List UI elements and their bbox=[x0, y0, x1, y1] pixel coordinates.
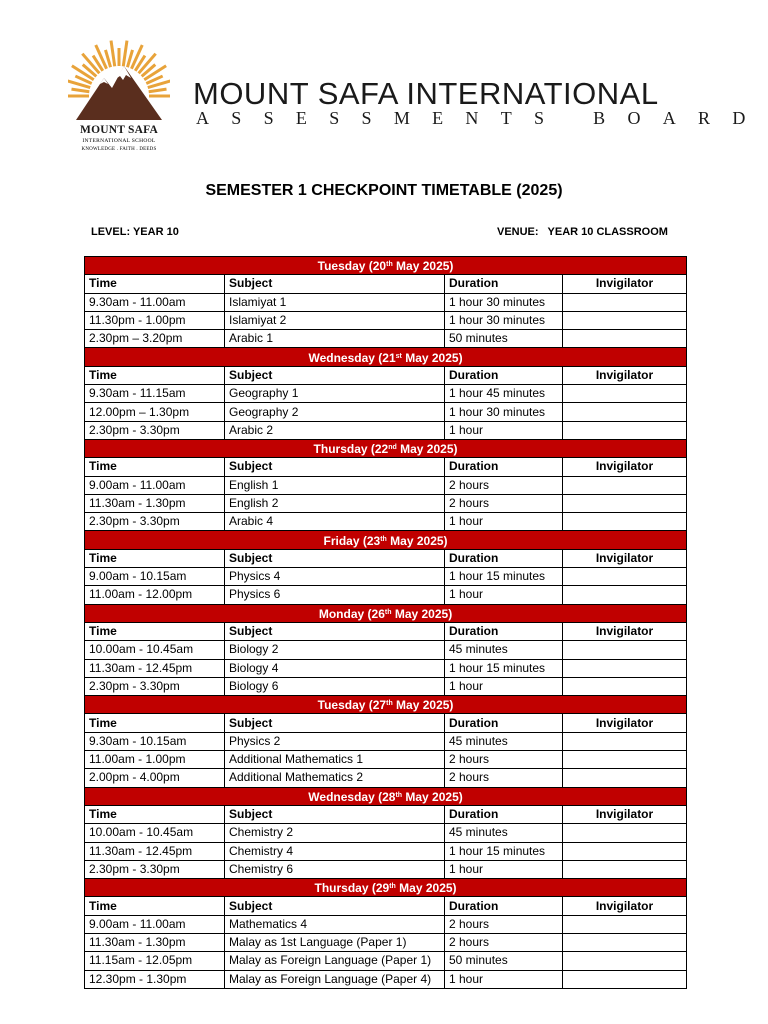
duration-cell: 2 hours bbox=[445, 751, 563, 769]
sun-ray bbox=[96, 45, 107, 69]
subject-cell: Physics 4 bbox=[225, 568, 445, 586]
page-title: SEMESTER 1 CHECKPOINT TIMETABLE (2025) bbox=[205, 182, 563, 199]
column-header-duration: Duration bbox=[445, 805, 563, 823]
invigilator-cell bbox=[563, 769, 687, 787]
duration-cell: 1 hour 30 minutes bbox=[445, 403, 563, 421]
day-month-year: May 2025) bbox=[392, 698, 454, 713]
column-header-row bbox=[85, 805, 687, 823]
duration-cell: 2 hours bbox=[445, 769, 563, 787]
day-ordinal-suffix: th bbox=[380, 535, 387, 543]
day-label: Wednesday (28 bbox=[308, 789, 396, 804]
invigilator-cell bbox=[563, 659, 687, 677]
table-row bbox=[85, 330, 687, 348]
logo-school-subtitle: INTERNATIONAL SCHOOL bbox=[82, 138, 156, 144]
table-row bbox=[85, 860, 687, 878]
time-cell: 9.00am - 11.00am bbox=[85, 476, 225, 494]
subject-cell: Physics 2 bbox=[225, 732, 445, 750]
day-label: Friday (23 bbox=[323, 533, 381, 548]
subject-cell: Arabic 2 bbox=[225, 421, 445, 439]
time-cell: 9.00am - 11.00am bbox=[85, 915, 225, 933]
table-row bbox=[85, 677, 687, 695]
day-header-cell bbox=[85, 696, 687, 714]
time-cell: 10.00am - 10.45am bbox=[85, 641, 225, 659]
day-month-year: May 2025) bbox=[401, 350, 463, 365]
column-header-subject: Subject bbox=[225, 458, 445, 476]
duration-cell: 2 hours bbox=[445, 476, 563, 494]
sun-ray bbox=[71, 89, 89, 92]
time-cell: 2.00pm - 4.00pm bbox=[85, 769, 225, 787]
time-cell: 11.30am - 1.30pm bbox=[85, 933, 225, 951]
level-label: LEVEL: YEAR 10 bbox=[91, 226, 179, 238]
day-header-cell bbox=[85, 257, 687, 275]
duration-cell: 1 hour bbox=[445, 970, 563, 988]
duration-cell: 1 hour bbox=[445, 860, 563, 878]
invigilator-cell bbox=[563, 586, 687, 604]
table-row bbox=[85, 641, 687, 659]
day-ordinal-suffix: th bbox=[389, 883, 396, 891]
day-month-year: May 2025) bbox=[402, 789, 463, 804]
subject-cell: Biology 6 bbox=[225, 677, 445, 695]
time-cell: 2.30pm - 3.30pm bbox=[85, 677, 225, 695]
day-ordinal-suffix: nd bbox=[388, 444, 397, 452]
duration-cell: 1 hour 45 minutes bbox=[445, 385, 563, 403]
invigilator-cell bbox=[563, 403, 687, 421]
time-cell: 2.30pm - 3.30pm bbox=[85, 421, 225, 439]
table-row bbox=[85, 751, 687, 769]
table-row bbox=[85, 385, 687, 403]
subject-cell: Malay as Foreign Language (Paper 4) bbox=[225, 970, 445, 988]
table-row bbox=[85, 915, 687, 933]
column-header-invigilator: Invigilator bbox=[563, 714, 687, 732]
subject-cell: Additional Mathematics 1 bbox=[225, 751, 445, 769]
column-header-duration: Duration bbox=[445, 275, 563, 293]
time-cell: 11.30am - 12.45pm bbox=[85, 842, 225, 860]
table-row bbox=[85, 293, 687, 311]
table-row bbox=[85, 586, 687, 604]
table-row bbox=[85, 568, 687, 586]
day-ordinal-suffix: th bbox=[386, 261, 393, 269]
invigilator-cell bbox=[563, 751, 687, 769]
table-row bbox=[85, 952, 687, 970]
day-header-row bbox=[85, 604, 687, 622]
day-ordinal-suffix: th bbox=[386, 700, 393, 708]
day-label: Tuesday (27 bbox=[317, 698, 387, 713]
invigilator-cell bbox=[563, 677, 687, 695]
table-row bbox=[85, 421, 687, 439]
invigilator-cell bbox=[563, 860, 687, 878]
day-label: Tuesday (20 bbox=[317, 259, 387, 274]
duration-cell: 2 hours bbox=[445, 915, 563, 933]
column-header-time: Time bbox=[85, 897, 225, 915]
subject-cell: Arabic 4 bbox=[225, 513, 445, 531]
time-cell: 9.00am - 10.15am bbox=[85, 568, 225, 586]
time-cell: 11.15am - 12.05pm bbox=[85, 952, 225, 970]
time-cell: 2.30pm - 3.30pm bbox=[85, 513, 225, 531]
duration-cell: 1 hour bbox=[445, 677, 563, 695]
column-header-duration: Duration bbox=[445, 897, 563, 915]
day-header-row bbox=[85, 879, 687, 897]
day-header-row bbox=[85, 696, 687, 714]
column-header-duration: Duration bbox=[445, 714, 563, 732]
time-cell: 9.30am - 11.00am bbox=[85, 293, 225, 311]
subject-cell: Arabic 1 bbox=[225, 330, 445, 348]
day-header-cell bbox=[85, 879, 687, 897]
column-header-invigilator: Invigilator bbox=[563, 458, 687, 476]
table-row bbox=[85, 842, 687, 860]
day-month-year: May 2025) bbox=[395, 881, 457, 896]
subject-cell: Malay as Foreign Language (Paper 1) bbox=[225, 952, 445, 970]
subject-cell: Geography 1 bbox=[225, 385, 445, 403]
invigilator-cell bbox=[563, 641, 687, 659]
timetable bbox=[84, 256, 687, 989]
table-row bbox=[85, 732, 687, 750]
day-label: Monday (26 bbox=[318, 606, 385, 621]
day-header-row bbox=[85, 531, 687, 549]
time-cell: 9.30am - 10.15am bbox=[85, 732, 225, 750]
time-cell: 11.00am - 1.00pm bbox=[85, 751, 225, 769]
invigilator-cell bbox=[563, 824, 687, 842]
day-header-row bbox=[85, 257, 687, 275]
sun-ray bbox=[111, 41, 115, 67]
time-cell: 9.30am - 11.15am bbox=[85, 385, 225, 403]
duration-cell: 2 hours bbox=[445, 494, 563, 512]
column-header-duration: Duration bbox=[445, 549, 563, 567]
board-name: MOUNT SAFA INTERNATIONAL bbox=[193, 76, 659, 111]
column-header-row bbox=[85, 549, 687, 567]
column-header-row bbox=[85, 275, 687, 293]
column-header-duration: Duration bbox=[445, 622, 563, 640]
subject-cell: Islamiyat 2 bbox=[225, 311, 445, 329]
invigilator-cell bbox=[563, 311, 687, 329]
invigilator-cell bbox=[563, 915, 687, 933]
invigilator-cell bbox=[563, 421, 687, 439]
day-header-cell bbox=[85, 787, 687, 805]
subject-cell: Biology 4 bbox=[225, 659, 445, 677]
invigilator-cell bbox=[563, 732, 687, 750]
day-header-cell bbox=[85, 531, 687, 549]
subject-cell: Islamiyat 1 bbox=[225, 293, 445, 311]
column-header-row bbox=[85, 622, 687, 640]
school-logo bbox=[60, 38, 178, 156]
subject-cell: English 2 bbox=[225, 494, 445, 512]
duration-cell: 1 hour 15 minutes bbox=[445, 842, 563, 860]
column-header-time: Time bbox=[85, 366, 225, 384]
time-cell: 11.30am - 1.30pm bbox=[85, 494, 225, 512]
column-header-subject: Subject bbox=[225, 275, 445, 293]
column-header-invigilator: Invigilator bbox=[563, 805, 687, 823]
subject-cell: Chemistry 2 bbox=[225, 824, 445, 842]
column-header-time: Time bbox=[85, 622, 225, 640]
column-header-invigilator: Invigilator bbox=[563, 366, 687, 384]
column-header-time: Time bbox=[85, 549, 225, 567]
invigilator-cell bbox=[563, 330, 687, 348]
column-header-subject: Subject bbox=[225, 622, 445, 640]
subject-cell: Biology 2 bbox=[225, 641, 445, 659]
table-row bbox=[85, 769, 687, 787]
day-label: Thursday (29 bbox=[314, 881, 390, 896]
duration-cell: 2 hours bbox=[445, 933, 563, 951]
day-month-year: May 2025) bbox=[392, 259, 454, 274]
day-header-cell bbox=[85, 348, 687, 366]
duration-cell: 45 minutes bbox=[445, 732, 563, 750]
day-header-row bbox=[85, 348, 687, 366]
day-month-year: May 2025) bbox=[386, 533, 448, 548]
time-cell: 10.00am - 10.45am bbox=[85, 824, 225, 842]
document-header bbox=[60, 34, 768, 159]
duration-cell: 1 hour bbox=[445, 421, 563, 439]
column-header-time: Time bbox=[85, 458, 225, 476]
column-header-row bbox=[85, 366, 687, 384]
subject-cell: Chemistry 6 bbox=[225, 860, 445, 878]
logo-motto: KNOWLEDGE . FAITH . DEEDS bbox=[81, 147, 157, 152]
column-header-invigilator: Invigilator bbox=[563, 275, 687, 293]
column-header-invigilator: Invigilator bbox=[563, 622, 687, 640]
table-row bbox=[85, 970, 687, 988]
day-label: Thursday (22 bbox=[313, 442, 389, 457]
column-header-invigilator: Invigilator bbox=[563, 549, 687, 567]
duration-cell: 1 hour bbox=[445, 586, 563, 604]
day-month-year: May 2025) bbox=[391, 606, 453, 621]
column-header-time: Time bbox=[85, 275, 225, 293]
time-cell: 2.30pm – 3.20pm bbox=[85, 330, 225, 348]
invigilator-cell bbox=[563, 476, 687, 494]
table-row bbox=[85, 659, 687, 677]
table-row bbox=[85, 513, 687, 531]
column-header-row bbox=[85, 458, 687, 476]
table-row bbox=[85, 824, 687, 842]
invigilator-cell bbox=[563, 385, 687, 403]
sun-ray bbox=[123, 41, 127, 67]
invigilator-cell bbox=[563, 933, 687, 951]
column-header-row bbox=[85, 897, 687, 915]
invigilator-cell bbox=[563, 970, 687, 988]
column-header-time: Time bbox=[85, 714, 225, 732]
day-label: Wednesday (21 bbox=[308, 350, 396, 365]
column-header-subject: Subject bbox=[225, 549, 445, 567]
day-ordinal-suffix: th bbox=[384, 608, 392, 616]
sun-ray bbox=[149, 89, 167, 92]
time-cell: 2.30pm - 3.30pm bbox=[85, 860, 225, 878]
day-month-year: May 2025) bbox=[396, 442, 458, 457]
time-cell: 12.00pm – 1.30pm bbox=[85, 403, 225, 421]
invigilator-cell bbox=[563, 513, 687, 531]
time-cell: 11.30pm - 1.00pm bbox=[85, 311, 225, 329]
subject-cell: Malay as 1st Language (Paper 1) bbox=[225, 933, 445, 951]
table-row bbox=[85, 494, 687, 512]
duration-cell: 1 hour 15 minutes bbox=[445, 568, 563, 586]
column-header-subject: Subject bbox=[225, 897, 445, 915]
column-header-subject: Subject bbox=[225, 805, 445, 823]
day-header-row bbox=[85, 439, 687, 457]
duration-cell: 1 hour bbox=[445, 513, 563, 531]
time-cell: 11.30am - 12.45pm bbox=[85, 659, 225, 677]
table-row bbox=[85, 476, 687, 494]
invigilator-cell bbox=[563, 952, 687, 970]
invigilator-cell bbox=[563, 293, 687, 311]
duration-cell: 45 minutes bbox=[445, 641, 563, 659]
duration-cell: 50 minutes bbox=[445, 330, 563, 348]
duration-cell: 45 minutes bbox=[445, 824, 563, 842]
day-ordinal-suffix: th bbox=[395, 791, 403, 799]
duration-cell: 1 hour 30 minutes bbox=[445, 293, 563, 311]
venue-label: VENUE: YEAR 10 CLASSROOM bbox=[497, 226, 668, 238]
table-row bbox=[85, 311, 687, 329]
table-row bbox=[85, 933, 687, 951]
invigilator-cell bbox=[563, 842, 687, 860]
time-cell: 12.30pm - 1.30pm bbox=[85, 970, 225, 988]
invigilator-cell bbox=[563, 568, 687, 586]
duration-cell: 1 hour 30 minutes bbox=[445, 311, 563, 329]
column-header-duration: Duration bbox=[445, 366, 563, 384]
column-header-duration: Duration bbox=[445, 458, 563, 476]
day-ordinal-suffix: st bbox=[395, 352, 402, 360]
day-header-cell bbox=[85, 604, 687, 622]
board-subtitle: ASSESSMENTS BOARD bbox=[196, 108, 768, 128]
subject-cell: English 1 bbox=[225, 476, 445, 494]
column-header-time: Time bbox=[85, 805, 225, 823]
column-header-subject: Subject bbox=[225, 714, 445, 732]
subject-cell: Additional Mathematics 2 bbox=[225, 769, 445, 787]
logo-school-name: MOUNT SAFA bbox=[80, 124, 158, 136]
invigilator-cell bbox=[563, 494, 687, 512]
subject-cell: Geography 2 bbox=[225, 403, 445, 421]
column-header-row bbox=[85, 714, 687, 732]
mountain-sunburst-icon bbox=[68, 38, 170, 124]
table-row bbox=[85, 403, 687, 421]
column-header-invigilator: Invigilator bbox=[563, 897, 687, 915]
subject-cell: Physics 6 bbox=[225, 586, 445, 604]
subject-cell: Chemistry 4 bbox=[225, 842, 445, 860]
sun-ray bbox=[131, 45, 142, 69]
subject-cell: Mathematics 4 bbox=[225, 915, 445, 933]
duration-cell: 50 minutes bbox=[445, 952, 563, 970]
duration-cell: 1 hour 15 minutes bbox=[445, 659, 563, 677]
day-header-cell bbox=[85, 439, 687, 457]
column-header-subject: Subject bbox=[225, 366, 445, 384]
day-header-row bbox=[85, 787, 687, 805]
time-cell: 11.00am - 12.00pm bbox=[85, 586, 225, 604]
